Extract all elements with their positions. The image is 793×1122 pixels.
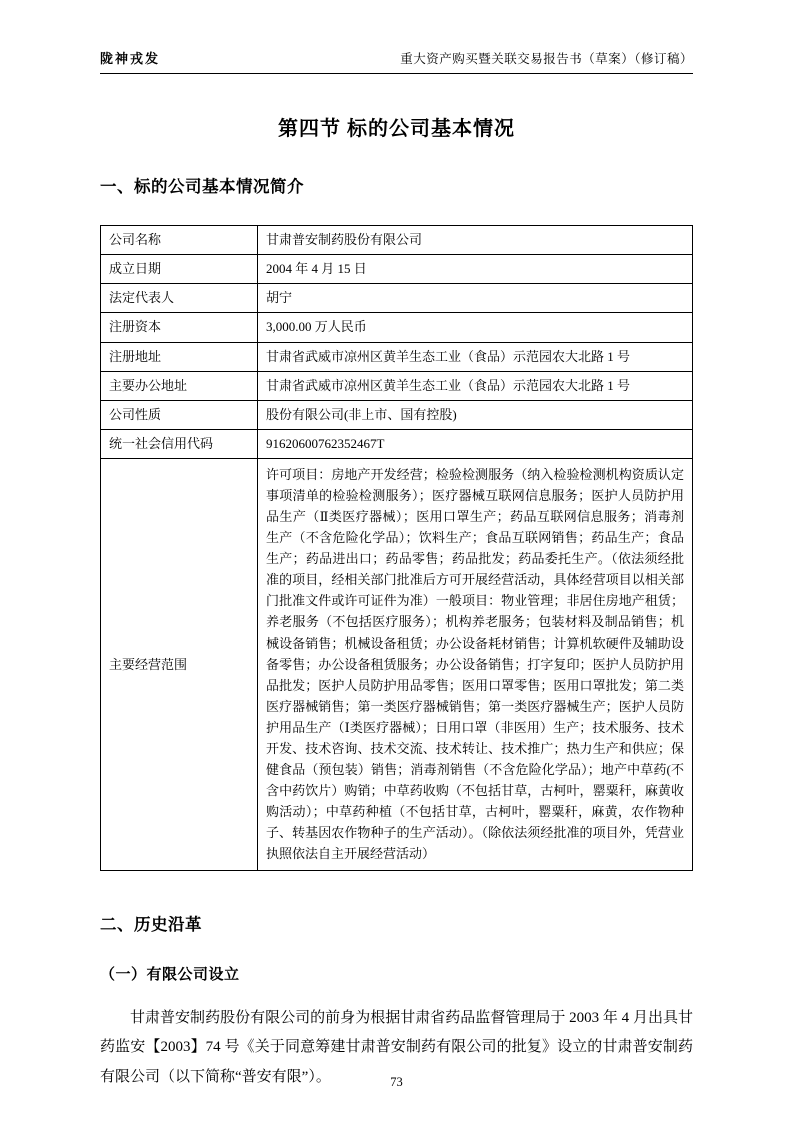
- row-label: 法定代表人: [101, 284, 258, 313]
- heading-history: 二、历史沿革: [100, 915, 202, 935]
- row-value: 股份有限公司(非上市、国有控股): [258, 400, 693, 429]
- row-value: 甘肃省武威市凉州区黄羊生态工业（食品）示范园农大北路 1 号: [258, 342, 693, 371]
- row-label: 主要办公地址: [101, 371, 258, 400]
- row-value: 甘肃普安制药股份有限公司: [258, 226, 693, 255]
- row-value: 胡宁: [258, 284, 693, 313]
- row-value: 甘肃省武威市凉州区黄羊生态工业（食品）示范园农大北路 1 号: [258, 371, 693, 400]
- row-label: 统一社会信用代码: [101, 429, 258, 458]
- header-document-title: 重大资产购买暨关联交易报告书（草案）（修订稿）: [400, 52, 693, 66]
- table-row: [101, 429, 693, 458]
- page-header: [100, 48, 693, 71]
- body-paragraph: 甘肃普安制药股份有限公司的前身为根据甘肃省药品监督管理局于 2003 年 4 月出具甘药监安【2003】74 号《关于同意筹建甘肃普安制药有限公司的批复》设立的甘肃普安制药有限公司（以下简称“普安有限”）。: [100, 1010, 693, 1085]
- table-row: [101, 226, 693, 255]
- row-label: 主要经营范围: [101, 459, 258, 871]
- table-row: [101, 371, 693, 400]
- row-label: 公司名称: [101, 226, 258, 255]
- header-divider: [100, 73, 693, 74]
- row-label: 注册资本: [101, 313, 258, 342]
- heading-limited-company-establishment: （一）有限公司设立: [100, 967, 240, 984]
- company-info-table: [100, 225, 693, 871]
- row-label: 公司性质: [101, 400, 258, 429]
- table-row: [101, 255, 693, 284]
- table-row-business-scope: [101, 459, 693, 871]
- row-value: 91620600762352467T: [258, 429, 693, 458]
- section-title: 第四节 标的公司基本情况: [278, 118, 515, 140]
- table-row: [101, 313, 693, 342]
- table-row: [101, 284, 693, 313]
- heading-company-overview: 一、标的公司基本情况简介: [100, 177, 304, 196]
- table-row: [101, 342, 693, 371]
- row-value: 3,000.00 万人民币: [258, 313, 693, 342]
- row-label: 注册地址: [101, 342, 258, 371]
- row-label: 成立日期: [101, 255, 258, 284]
- table-row: [101, 400, 693, 429]
- header-company-name: 陇神戎发: [100, 51, 161, 66]
- row-value: 许可项目：房地产开发经营；检验检测服务（纳入检验检测机构资质认定事项清单的检验检测服务）；医疗器械互联网信息服务；医护人员防护用品生产（Ⅱ类医疗器械）；医用口罩生产；药品互联网信息服务；消毒剂生产（不含危险化学品）；饮料生产；食品互联网销售；药品生产；食品生产；药品进出口；药品零售；药品批发；药品委托生产。（依法须经批准的项目，经相关部门批准后方可开展经营活动，具体经营项目以相关部门批准文件或许可证件为准）一般项目：物业管理；非居住房地产租赁；养老服务（不包括医疗服务）；机构养老服务；包装材料及制品销售；机械设备销售；机械设备租赁；办公设备耗材销售；计算机软硬件及辅助设备零售；办公设备租赁服务；办公设备销售；打字复印；医护人员防护用品批发；医护人员防护用品零售；医用口罩零售；医用口罩批发；第二类医疗器械销售；第一类医疗器械销售；第一类医疗器械生产；医护人员防护用品生产（Ⅰ类医疗器械）；日用口罩（非医用）生产；技术服务、技术开发、技术咨询、技术交流、技术转让、技术推广；热力生产和供应；保健食品（预包装）销售；消毒剂销售（不含危险化学品）；地产中草药(不含中药饮片）购销；中草药收购（不包括甘草，古柯叶，罂粟秆，麻黄收购活动）；中草药种植（不包括甘草，古柯叶，罂粟秆，麻黄，农作物种子、转基因农作物种子的生产活动）。（除依法须经批准的项目外，凭营业执照依法自主开展经营活动）: [258, 459, 693, 871]
- page-number: 73: [390, 1075, 403, 1089]
- row-value: 2004 年 4 月 15 日: [258, 255, 693, 284]
